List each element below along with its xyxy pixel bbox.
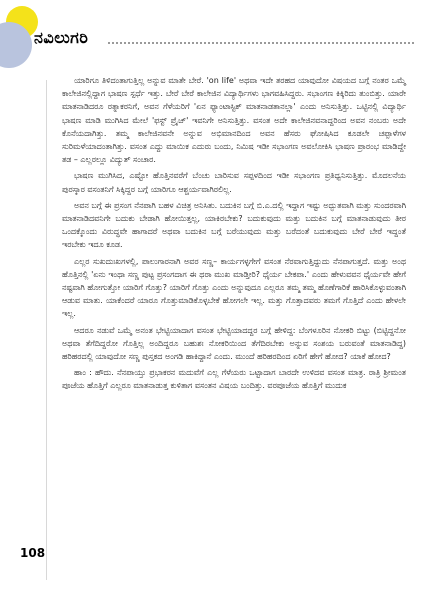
article-body [62, 74, 406, 396]
paragraph: ಯಾರಿಗೂ ತಿಳಿದಂತಾಗುತ್ತಿಲ್ಲ ಅನ್ನುವ ಮಾತೇ ಬೇರೆ. 'on life' ಅಥವಾ ಇದೇ ತರಹದ ಯಾವುದೋ ವಿಷಯದ ಬಗ್ಗೆ ನಂತರ ಒಮ್ಮೆ ಕಾಲೇಜಿನಲ್ಲಿದ್ದಾಗ ಭಾಷಣ ಸ್ಪರ್ಧೆ ಇತ್ತು. ಬೇರೆ ಬೇರೆ ಕಾಲೇಜಿನ ವಿದ್ಯಾರ್ಥಿಗಳು ಭಾಗವಹಿಸಿದ್ದರು. ಸಭಾಂಗಣ ಕಿಕ್ಕಿರಿದು ತುಂಬಿತ್ತು. ಯಾರೇ ಮಾತನಾಡಿದರೂ ರತ್ನಾಕರನಿಗೆ, ಅವನ ಗೆಳೆಯರಿಗೆ 'ಏನ ಫ್ಯಾಂಟಾಸ್ಟಿಕ್ ಮಾತನಾಡತಾನಲ್ಲಾ' ಎಂದು ಅನಿಸುತ್ತಿತ್ತು. ಒಟ್ಟಿನಲ್ಲಿ ವಿದ್ಯಾರ್ಥಿ ಭಾಷಣ ಮಾಡಿ ಮುಗಿಸಿದ ಮೇಲೆ 'ಫಸ್ಟ್ ಪ್ರೈಜ್' ಇವನಿಗೇ ಅನಿಸುತ್ತಿತ್ತು. ವಸಂತ ಅದೇ ಕಾಲೇಜಿನವನಾದ್ದರಿಂದ ಅವನ ನಂಬರು ಅದೇ ಕೊನೆಯದಾಗಿತ್ತು. ತಮ್ಮ ಕಾಲೇಜಿನವನೇ ಅನ್ನುವ ಅಭಿಮಾನದಿಂದ ಅವನ ಹೆಸರು ಘೋಷಿಸಿದ ಕೂಡಲೇ ಚಪ್ಪಾಳೆಗಳ ಸುರಿಮಳೆಯಾದಂತಾಗಿತ್ತು. ವಸಂತ ಎದ್ದು ಮಾಯಿಕ ಎದುರು ಬಂದು, ನಿಮಿಷ ಇಡೀ ಸಭಾಂಗಣ ಅವಲೋಕಿಸಿ ಭಾಷಣ ಪ್ರಾರಂಭ ಮಾಡಿದ್ದೇ ತಡ – ಎಲ್ಲರಲ್ಲೂ ವಿದ್ಯುತ್ ಸಂಚಾರ. [62, 76, 406, 165]
paragraph: ಹಾಂ : ಹೌದು. ನೆನಪಾಯ್ತು ಪ್ರಭಾಕರನ ಮದುವೆಗೆ ಎಲ್ಲ ಗೆಳೆಯರು ಒಟ್ಟಾದಾಗ ಬಾರದೇ ಉಳಿದವ ವಸಂತ ಮಾತ್ರ. ರಾತ್ರಿ ಶ್ರೀಮಂತ ಪೂಜೆಯ ಹೊತ್ತಿಗೆ ಎಲ್ಲರೂ ಮಾತನಾಡುತ್ತ ಕುಳಿತಾಗ ವಸಂತನ ವಿಷಯ ಬಂದಿತ್ತು. ವರಪೂಜೆಯ ಹೊತ್ತಿಗೆ ಮುದುಕ [62, 368, 406, 391]
section-title: ನವಿಲುಗರಿ [34, 28, 89, 47]
paragraph: ಎಲ್ಲರ ಸುಖದುಃಖಗಳಲ್ಲಿ, ಪಾಲುಗಾರನಾಗಿ ಅವರ ಸಣ್ಣ– ಕಾರ್ಯಗಳ್ಳಗೇಗೆ ವಸಂತ ನೆರವಾಗುತ್ತಿದ್ದುದು ನೆನಪಾಗುತ್ತದೆ. ಮತ್ತು ಅಂಥ ಹೊತ್ತಿನಲ್ಲಿ 'ಏನು ಇಂಥಾ ಸಣ್ಣ ಪುಟ್ಟ ಪ್ರಸಂಗದಾಗ ಈ ಥರಾ ಮುಖ ಮಾಡ್ತೀರಿ? ಧೈರ್ಯ ಬೇಕಪಾ.' ಎಂದು ಹೇಳುವವನ ಧೈರ್ಯವೇ ಹೇಗೆ ನಷ್ಟವಾಗಿ ಹೋಗುತ್ತೋ ಯಾರಿಗೆ ಗೊತ್ತು? ಯಾರಿಗೆ ಗೊತ್ತು ಎಂದು ಅನ್ನುವುದೂ ಎಲ್ಲರೂ ತಮ್ಮ ತಮ್ಮ ಹೊಣೆಗಾರಿಕೆ ಹಾರಿಸಿಕೊಳ್ಳುವಂತಾಗಿ ಆಡುವ ಮಾತು. ಯಾಕೆಂದರೆ ಯಾರೂ ಗೊತ್ತುಮಾಡಿಕೊಳ್ಳಬೇಕೆ ಹೋಗಲೇ ಇಲ್ಲ. ಮತ್ತು ಗೊತ್ತಾದವರು ತಮಗೆ ಗೊತ್ತಿದೆ ಎಂದು ಹೇಳಲೇ ಇಲ್ಲ. [62, 256, 406, 319]
paragraph: ಭಾಷಣ ಮುಗಿಸಿದ, ಎಷ್ಟೋ ಹೊತ್ತಿನವರೆಗೆ ಬೆಂಚು ಬಾರಿಸುವ ಸಪ್ಪಳದಿಂದ ಇಡೀ ಸಭಾಂಗಣ ಪ್ರತಿಧ್ವನಿಸುತ್ತಿತ್ತು. ಮೊದಲನೆಯ ಪುರಸ್ಕಾರ ವಸಂತನಿಗೆ ಸಿಕ್ಕಿದ್ದರ ಬಗ್ಗೆ ಯಾರಿಗೂ ಆಶ್ಚರ್ಯವಾಗಿರಲಿಲ್ಲ. [62, 171, 406, 194]
margin-rule [46, 80, 47, 580]
paragraph: ಆದರೂ ನಡುವೆ ಒಮ್ಮೆ ಅನಂತ ಭೇಟ್ಟಿಯಾದಾಗ ವಸಂತ ಭೇಟ್ಟಿಯಾದದ್ದರ ಬಗ್ಗೆ ಹೇಳಿದ್ದ: ಬೆಂಗಳೂರಿನ ನೋಕರಿ ಬಿಟ್ಟು (ಬಿಟ್ಟಿದ್ದನೋ ಅಥವಾ ತೆಗೆದಿದ್ದರೋ ಗೊತ್ತಿಲ್ಲ ಅಂದಿದ್ದರೂ ಬಹುಶಃ ನೋಕರಿಯಿಂದ ತೆಗೆದಿರಬೇಕು ಅನ್ನುವ ಸಂಶಯ ಬರುವಂತೆ ಮಾತನಾಡಿದ್ದ) ಹರಿಹರದಲ್ಲಿ ಯಾವುದೋ ಸಣ್ಣ ಪುಸ್ತಕದ ಅಂಗಡಿ ಹಾಕಿದ್ದಾನೆ ಎಂದು. ಮುಂದೆ ಹರಿಹರದಿಂದ ಏರಿಗೆ ಹೇಗೆ ಹೋದ? ಯಾಕೆ ಹೋದ? [62, 325, 406, 362]
header-dotted-rule [108, 42, 414, 44]
page-number: 108 [20, 546, 46, 560]
paragraph: ಅವನ ಬಗ್ಗೆ ಈ ಪ್ರಸಂಗ ನೆನಪಾಗಿ ಬಹಳ ವಿಚಿತ್ರ ಅನಿಸಿತು. ಬದುಕಿನ ಬಗ್ಗೆ ಬಿ.ಎ.ದಲ್ಲಿ ಇದ್ದಾಗ ಇಷ್ಟು ಅದ್ಭುತವಾಗಿ ಮತ್ತು ಸುಂದರವಾಗಿ ಮಾತನಾಡಿದವನಿಗೇ ಬದುಕು ಬೇಡಾಗಿ ಹೋಯಿತ್ತಲ್ಲ, ಯಾಕಿರಬೇಕು? ಬದುಕುವುದು ಮತ್ತು ಬದುಕಿನ ಬಗ್ಗೆ ಮಾತನಾಡುವುದು ತೀರ ಒಂದಕ್ಕೊಂದು ವಿರುದ್ಧವೇ ಹಾಗಾದರೆ ಅಥವಾ ಬದುಕಿನ ಬಗ್ಗೆ ಬರೆಯುವುದು ಮತ್ತು ಬರೆದಂತೆ ಬದುಕುವುದು ಬೇರೆ ಬೇರೆ ಇದ್ದಂತೆ ಇರಬೇಕು ಇದೂ ಕೂಡ. [62, 200, 406, 250]
